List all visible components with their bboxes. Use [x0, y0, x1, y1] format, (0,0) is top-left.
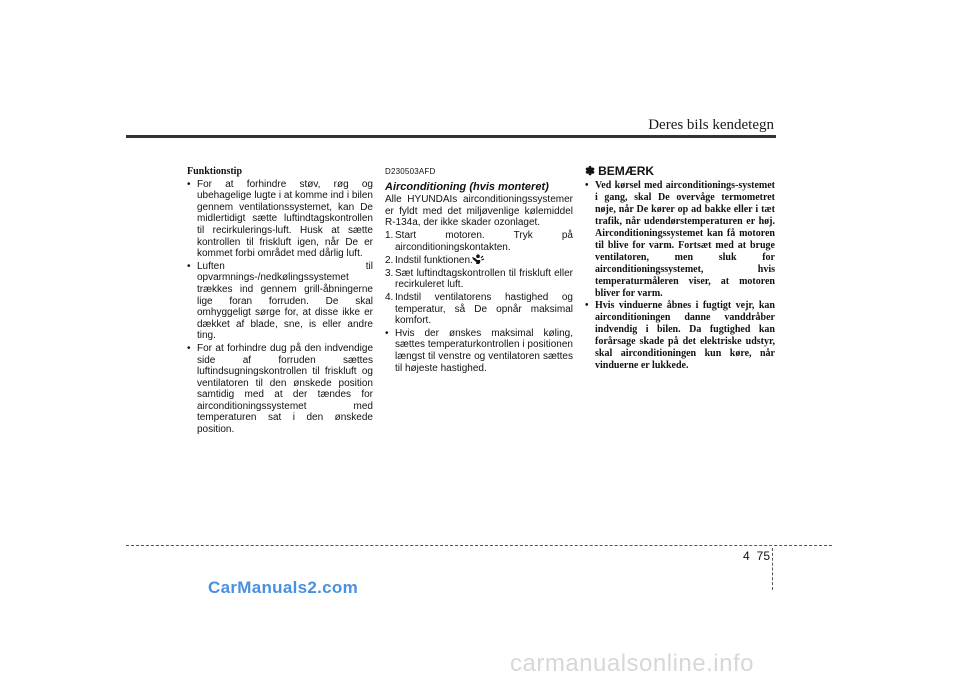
step-4: [385, 292, 573, 327]
air-conditioning-column: [385, 166, 573, 375]
functional-tips-column: [187, 166, 373, 437]
watermark-carmanuals2: CarManuals2.com: [208, 578, 358, 597]
air-conditioning-intro: Alle HYUNDAIs airconditioningssystemer er fyldt med det miljøvenlige kølemiddel R-134a, der ikke skader ozonlaget.: [385, 194, 573, 229]
watermark-carmanualsonline: carmanualsonline.info: [510, 650, 754, 677]
chapter-number: 4: [742, 549, 750, 563]
step-2-text: Indstil funktionen.: [395, 255, 473, 267]
functional-tips-title: Funktionstip: [187, 166, 243, 177]
note-column: [585, 166, 775, 372]
step-1-text: Start motoren. Tryk på airconditioningskontakten.: [395, 229, 573, 253]
step-4-number: 4.: [385, 291, 394, 303]
max-cooling-bullet: • Hvis der ønskes maksimal køling, sættes temperaturkontrollen i positionen længst til venstre og ventilatoren sættes til højeste hastighed.: [385, 328, 573, 374]
section-title: Deres bils kendetegn: [648, 117, 774, 133]
step-1: [385, 230, 573, 253]
step-2-number: 2.: [385, 255, 394, 267]
note-star-icon: ✽: [585, 164, 596, 178]
tip-bullet-3: • For at forhindre dug på den indvendige side af forruden sættes luftindsugningskontrollen til friskluft og ventilatoren til den ønskede position samtidig med at der tændes for airconditioningssystemet med temperaturen sat i den ønskede position.: [187, 343, 373, 436]
page-number: [743, 549, 770, 563]
step-4-text: Indstil ventilatorens hastighed og temperatur, så De opnår maksimal komfort.: [395, 291, 573, 327]
step-2: [385, 254, 573, 267]
step-3-text: Sæt luftindtagskontrollen til friskluft eller recirkuleret luft.: [395, 267, 573, 291]
section-code: D230503AFD: [385, 167, 436, 176]
note-bullet-2: • Hvis vinduerne åbnes i fugtigt vejr, kan airconditioningen danne vanddråber indvendig i bilen. Da fugtighed kan forårsage skade på det elektriske udstyr, skal airconditioningen kun køre, når vinduerne er lukkede.: [585, 300, 775, 372]
air-conditioning-heading: Airconditioning (hvis monteret): [385, 180, 549, 193]
step-3: [385, 268, 573, 291]
footer-vertical-divider: [772, 548, 773, 590]
note-title: BEMÆRK: [598, 164, 655, 178]
tip-bullet-2: • Luften til opvarmnings-/nedkølingssystemet trækkes ind gennem grill-åbningerne lige foran forruden. De skal omhyggeligt sørge for, at disse ikke er dækket af blade, sne, is eller andre ting.: [187, 261, 373, 342]
step-3-number: 3.: [385, 267, 394, 279]
note-bullet-1: • Ved kørsel med airconditionings-systemet i gang, skal De overvåge termometret nøje, når De kører op ad bakke eller i tæt trafik, når udendørstemperaturen er høj. Airconditioningssystemet kan få motoren til blive for varm. Fortsæt med at bruge ventilatoren, men sluk for airconditioningssystemet, hvis temperaturmåleren viser, at motoren bliver for varm.: [585, 180, 775, 300]
tip-bullet-1: • For at forhindre støv, røg og ubehagelige lugte i at komme ind i bilen gennem ventilationssystemet, kan De midlertidigt sætte luftindtagskontrollen til recirkulerings-luft. Husk at sætte kontrollen til friskluft igen, når De er kommet forbi området med dårlig luft.: [187, 179, 373, 260]
footer-divider: [126, 545, 832, 546]
page-number-value: 75: [756, 549, 770, 563]
fan-mode-icon: [479, 254, 495, 265]
step-1-number: 1.: [385, 229, 394, 241]
header-divider: [126, 135, 776, 138]
note-heading: [585, 166, 775, 178]
